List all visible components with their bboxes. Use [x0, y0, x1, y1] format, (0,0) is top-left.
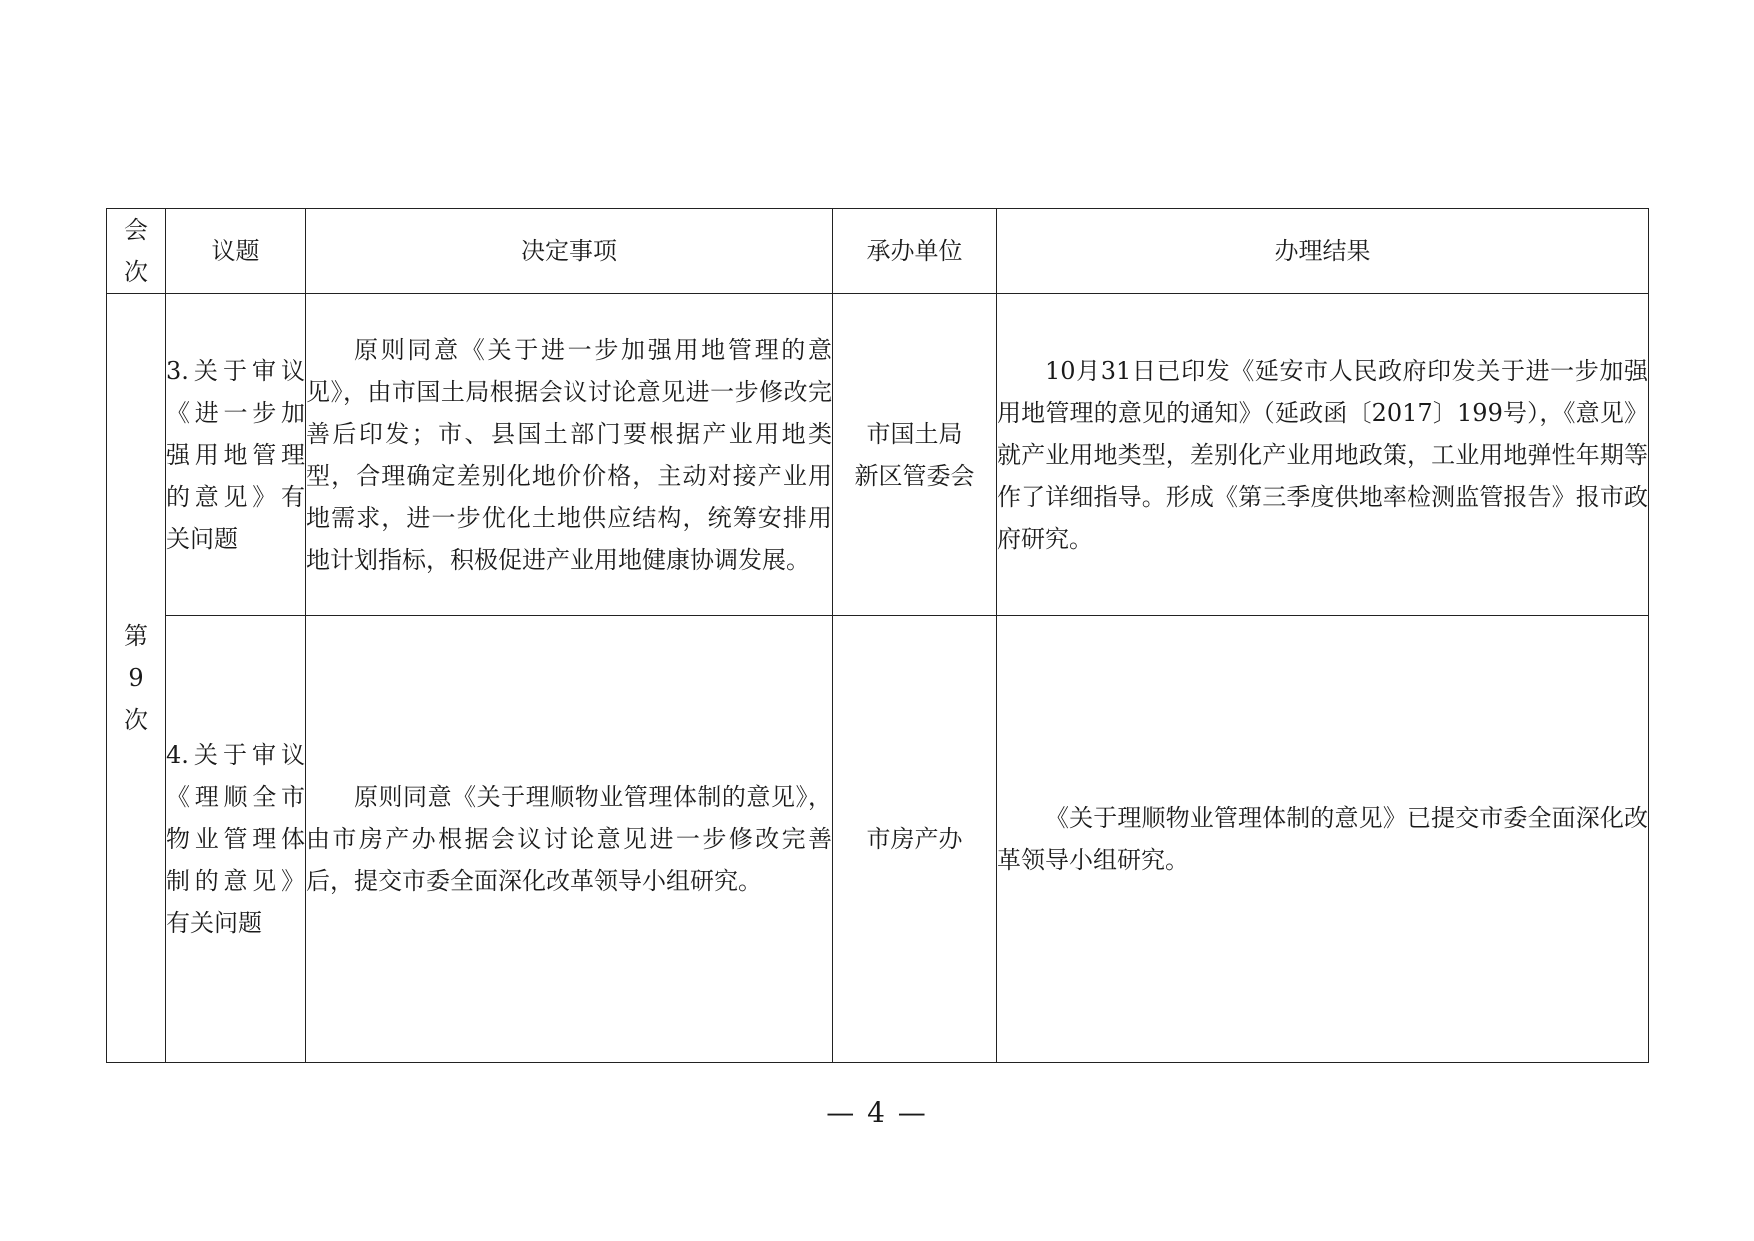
- session-cell: [107, 294, 166, 1063]
- result-cell: [997, 616, 1649, 1063]
- header-topic: 议题: [166, 209, 306, 294]
- topic-cell: 3.关于审议《进一步加强用地管理的意见》有关问题: [166, 294, 306, 616]
- header-session-label: 会次: [124, 216, 148, 286]
- decision-text: 原则同意《关于理顺物业管理体制的意见》，由市房产办根据会议讨论意见进一步修改完善后，提交市委全面深化改革领导小组研究。: [306, 783, 832, 895]
- table-row: [107, 616, 1649, 1063]
- unit-name: 市国土局: [866, 419, 963, 448]
- result-text: 10月31日已印发《延安市人民政府印发关于进一步加强用地管理的意见的通知》（延政函〔2017〕199号），《意见》就产业用地类型，差别化产业用地政策，工业用地弹性年期等作了详细指导。形成《第三季度供地率检测监管报告》报市政府研究。: [997, 356, 1648, 553]
- table-header-row: [107, 209, 1649, 294]
- unit-name: 市房产办: [866, 825, 963, 853]
- decision-cell: [306, 294, 833, 616]
- unit-name: 新区管委会: [854, 461, 975, 490]
- header-unit: 承办单位: [833, 209, 997, 294]
- header-decision: 决定事项: [306, 209, 833, 294]
- session-label-part: 9: [128, 664, 144, 692]
- unit-cell: [833, 294, 997, 616]
- unit-cell: [833, 616, 997, 1063]
- header-session: [107, 209, 166, 294]
- topic-cell: 4.关于审议《理顺全市物业管理体制的意见》有关问题: [166, 616, 306, 1063]
- meeting-decisions-table: [106, 208, 1649, 1063]
- decision-text: 原则同意《关于进一步加强用地管理的意见》，由市国土局根据会议讨论意见进一步修改完善后印发；市、县国土部门要根据产业用地类型，合理确定差别化地价价格，主动对接产业用地需求，进一步优化土地供应结构，统筹安排用地计划指标，积极促进产业用地健康协调发展。: [306, 335, 832, 574]
- result-cell: [997, 294, 1649, 616]
- table-row: [107, 294, 1649, 616]
- decision-cell: [306, 616, 833, 1063]
- session-label-part: 第: [124, 622, 148, 650]
- header-result: 办理结果: [997, 209, 1649, 294]
- session-label-part: 次: [124, 706, 148, 734]
- page-number: — 4 —: [826, 1096, 928, 1129]
- result-text: 《关于理顺物业管理体制的意见》已提交市委全面深化改革领导小组研究。: [997, 804, 1648, 874]
